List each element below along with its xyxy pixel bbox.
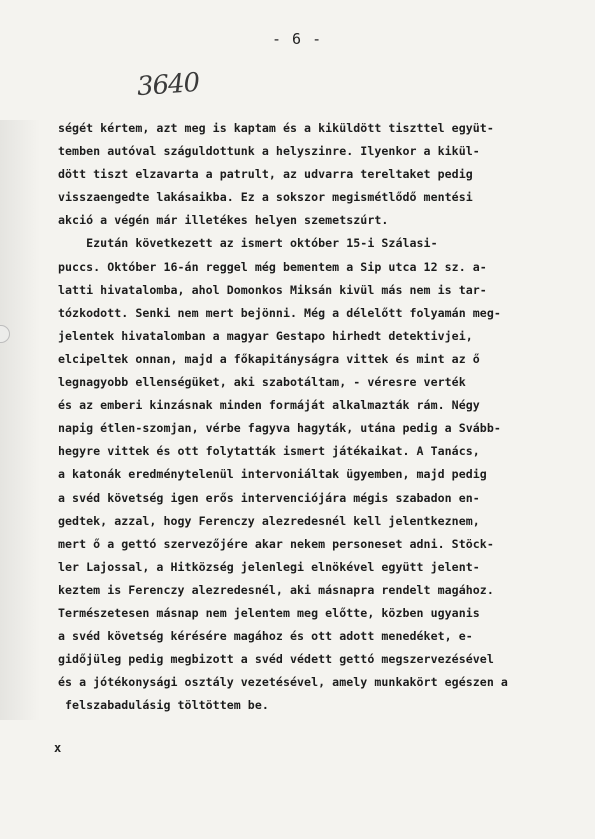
text-line: gedtek, azzal, hogy Ferenczy alezredesnél kell jelentkeznem, — [58, 513, 480, 528]
text-line: a svéd követség igen erős intervenciójára mégis szabadon en- — [58, 490, 480, 505]
paper-shadow — [0, 120, 40, 720]
text-line: hegyre vittek és ott folytatták ismert játékaikat. A Tanács, — [58, 444, 480, 459]
text-line: és az emberi kinzásnak minden formáját alkalmazták rám. Négy — [58, 398, 480, 413]
text-line: felszabadulásig töltöttem be. — [58, 698, 269, 713]
text-line: elcipeltek onnan, majd a főkapitányságra vittek és mint az ő — [58, 351, 480, 366]
text-line: latti hivatalomba, ahol Domonkos Miksán kivül más nem is tar- — [58, 282, 487, 297]
typewritten-text-block — [58, 117, 588, 717]
text-line: Természetesen másnap nem jelentem meg előtte, közben ugyanis — [58, 605, 480, 620]
text-line: legnagyobb ellenségüket, aki szabotáltam, - véresre verték — [58, 375, 466, 390]
page-number: - 6 - — [272, 30, 323, 48]
text-line: puccs. Október 16-án reggel még bementem a Sip utca 12 sz. a- — [58, 259, 487, 274]
text-line: a svéd követség kérésére magához és ott adott menedéket, e- — [58, 629, 473, 644]
text-line: akció a végén már illetékes helyen szemetszúrt. — [58, 213, 389, 228]
text-line: Ezután következett az ismert október 15-i Szálasi- — [58, 236, 438, 251]
text-line: jelentek hivatalomban a magyar Gestapo hirhedt detektivjei, — [58, 328, 473, 343]
text-line: ler Lajossal, a Hitközség jelenlegi elnökével együtt jelent- — [58, 559, 480, 574]
margin-mark: x — [54, 741, 62, 755]
text-line: keztem is Ferenczy alezredesnél, aki másnapra rendelt magához. — [58, 582, 494, 597]
text-line: dött tiszt elzavarta a patrult, az udvarra tereltaket pedig — [58, 167, 473, 182]
handwritten-archive-number: 3640 — [136, 67, 201, 103]
text-line: mert ő a gettó szervezőjére akar nekem personeset adni. Stöck- — [58, 536, 494, 551]
text-line: temben autóval száguldottunk a helyszinre. Ilyenkor a kikül- — [58, 144, 480, 159]
text-line: és a jótékonysági osztály vezetésével, amely munkakört egészen a — [58, 675, 508, 690]
text-line: napig étlen-szomjan, vérbe fagyva hagyták, utána pedig a Svább- — [58, 421, 501, 436]
text-line: a katonák eredménytelenül intervoniáltak ügyemben, majd pedig — [58, 467, 487, 482]
text-line: gidőjüleg pedig megbizott a svéd védett gettó megszervezésével — [58, 652, 494, 667]
text-line: tózkodott. Senki nem mert bejönni. Még a délelőtt folyamán meg- — [58, 305, 501, 320]
text-line: ségét kértem, azt meg is kaptam és a kiküldött tiszttel együt- — [58, 121, 494, 135]
text-line: visszaengedte lakásaikba. Ez a sokszor megismétlődő mentési — [58, 190, 473, 205]
